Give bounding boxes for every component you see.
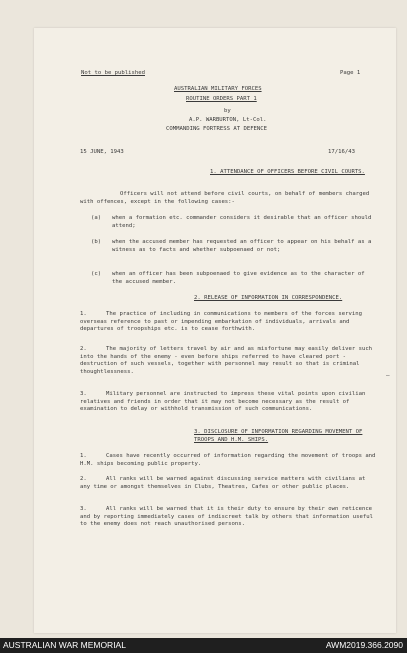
publication-notice: Not to be published	[81, 70, 145, 76]
by-line: by	[224, 108, 231, 114]
page-number: Page 1	[340, 70, 361, 76]
footer-bar	[0, 638, 407, 653]
section-3-heading: 3. DISCLOSURE OF INFORMATION REGARDING MOVEMENT OF TROOPS AND H.M. SHIPS.	[194, 429, 363, 443]
section-1-heading: 1. ATTENDANCE OF OFFICERS BEFORE CIVIL COURTS.	[210, 169, 365, 175]
order-number: 17/16/43	[328, 149, 355, 155]
section-2-para-1-number: 1.	[80, 311, 87, 317]
item-c-text: when an officer has been subpoenaed to give evidence as to the character of the accused member.	[112, 271, 365, 285]
order-date: 15 JUNE, 1943	[80, 149, 124, 155]
section-3-para-2: All ranks will be warned against discussing service matters with civilians at any time or amongst themselves in Clubs, Theatres, Cafes or other public places.	[80, 476, 366, 490]
item-b-label: (b)	[91, 239, 102, 245]
section-3-para-3: All ranks will be warned that it is their duty to ensure by their own reticence and by reporting immediately cases of indiscreet talk by others that information useful to the enemy does not reach unauthorised persons.	[80, 506, 373, 528]
document-subtitle: ROUTINE ORDERS PART 1	[186, 96, 257, 102]
command-line: COMMANDING FORTRESS AT DEFENCE	[166, 126, 268, 132]
section-3-para-1: Cases have recently occurred of information regarding the movement of troops and H.M. ships becoming public property.	[80, 453, 376, 467]
section-2-heading: 2. RELEASE OF INFORMATION IN CORRESPONDENCE.	[194, 295, 343, 301]
section-2-para-2-number: 2.	[80, 346, 87, 352]
section-2-para-2: The majority of letters travel by air and as misfortune may easily deliver such into the hands of the enemy - even before ships referred to have cleared port - destruction of such vessels, together with personnel may result so that is criminal thoughtlessness.	[80, 346, 373, 375]
item-a-label: (a)	[91, 215, 102, 221]
section-1-intro: Officers will not attend before civil courts, on behalf of members charged with offences, except in the following cases:-	[80, 191, 370, 205]
section-3-para-3-number: 3.	[80, 506, 87, 512]
item-b-text: when the accused member has requested an officer to appear on his behalf as a witness as to facts and whether subpoenaed or not;	[112, 239, 372, 253]
section-3-para-1-number: 1.	[80, 453, 87, 459]
section-2-para-3: Military personnel are instructed to impress these vital points upon civilian relatives and friends in order that it may not become necessary as the result of examination to delay or withhold transmission of such communications.	[80, 391, 366, 413]
section-2-para-1: The practice of including in communications to members of the forces serving overseas reference to past or impending embarkation of individuals, arrivals and departures of troopships etc. is to cease forthwith.	[80, 311, 362, 333]
section-2-para-3-number: 3.	[80, 391, 87, 397]
document-page	[34, 28, 396, 633]
footer-institution: AUSTRALIAN WAR MEMORIAL	[3, 640, 126, 650]
item-c-label: (c)	[91, 271, 102, 277]
item-a-text: when a formation etc. commander considers it desirable that an officer should attend;	[112, 215, 372, 229]
section-3-para-2-number: 2.	[80, 476, 87, 482]
footer-accession-number: AWM2019.366.2090	[325, 640, 403, 650]
margin-mark: —	[386, 372, 390, 379]
document-title: AUSTRALIAN MILITARY FORCES	[174, 86, 262, 92]
officer-name: A.P. WARBURTON, Lt-Col.	[189, 117, 267, 123]
